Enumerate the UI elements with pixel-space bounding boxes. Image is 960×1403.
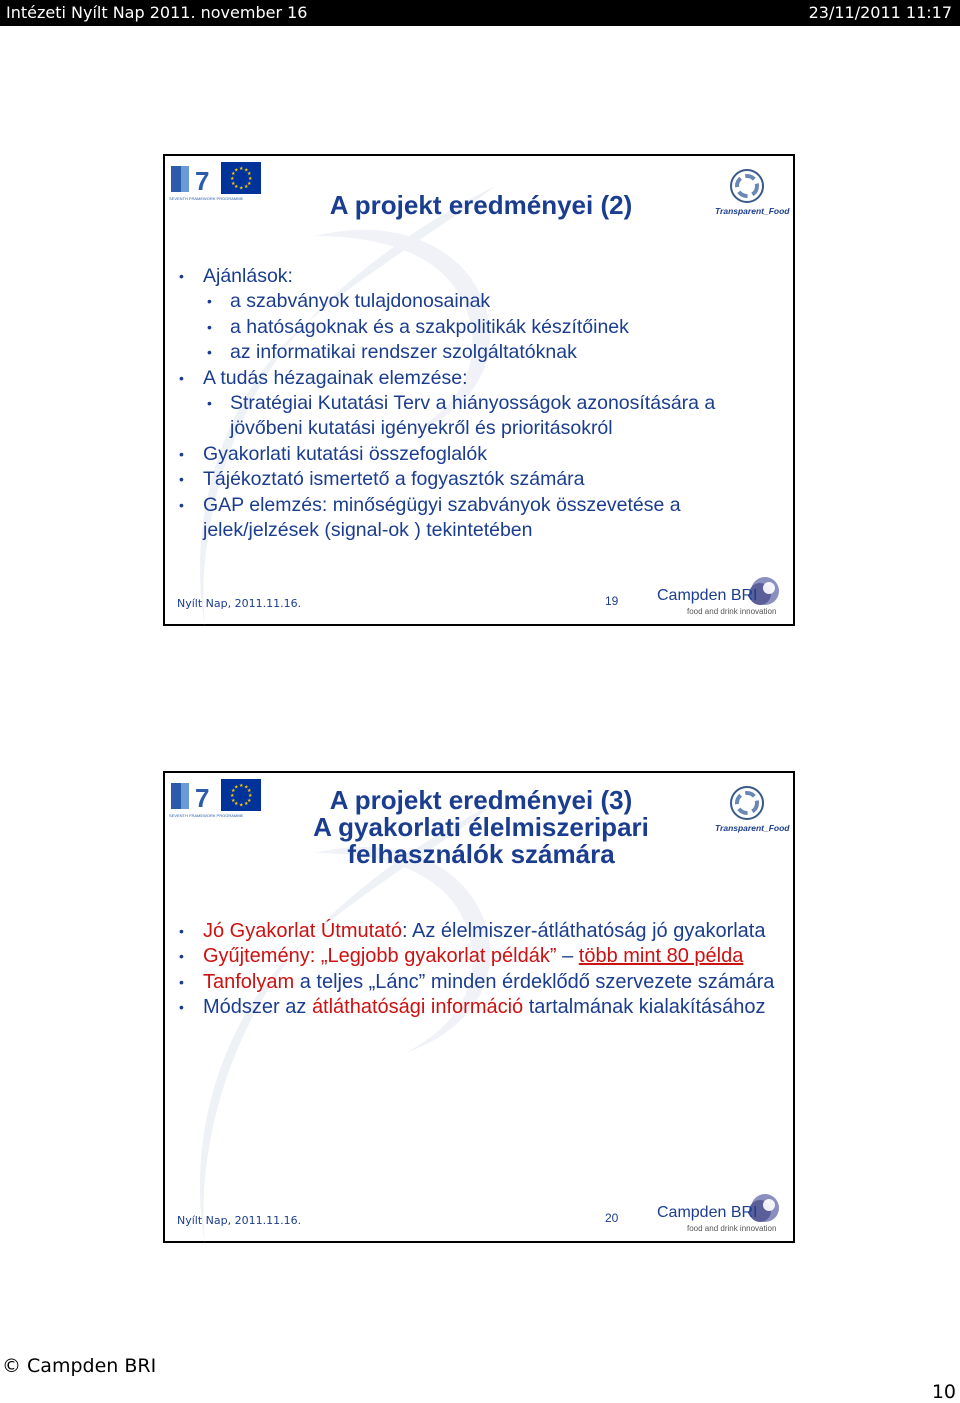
svg-text:SEVENTH FRAMEWORK PROGRAMME: SEVENTH FRAMEWORK PROGRAMME: [169, 813, 244, 818]
svg-text:Transparent_Food: Transparent_Food: [715, 823, 790, 833]
svg-text:★: ★: [234, 784, 239, 791]
campden-bri-logo: [657, 1191, 787, 1237]
slide-title: A gyakorlati élelmiszeripari: [313, 812, 649, 842]
bullet-item: [177, 970, 777, 995]
svg-text:★: ★: [248, 176, 253, 182]
bullet-text: –: [556, 945, 579, 968]
bullet-text: : Az élelmiszer-átláthatóság jó gyakorlata: [401, 920, 766, 942]
eu-flag-logo: [221, 162, 261, 194]
bullet-item: [177, 995, 777, 1020]
bullet-item: • Tájékoztató ismertető a fogyasztók számára: [177, 467, 777, 492]
highlight-text: Tanfolyam: [203, 970, 295, 993]
sub-bullet-item: • a szabványok tulajdonosainak: [177, 289, 777, 314]
slide-title: A projekt eredményei (3): [329, 785, 633, 815]
header-title: Intézeti Nyílt Nap 2011. november 16: [6, 3, 308, 22]
bullet-text: a teljes „Lánc” minden érdeklődő szervezete számára: [294, 970, 775, 993]
bullet-item: • Ajánlások:: [177, 264, 777, 289]
svg-text:★: ★: [234, 167, 239, 174]
header-datetime: 23/11/2011 11:17: [808, 3, 952, 22]
highlight-text: Jó Gyakorlat Útmutató: [203, 920, 402, 942]
svg-text:★: ★: [231, 181, 236, 187]
svg-text:★: ★: [234, 184, 239, 190]
bullet-text: Módszer az: [203, 996, 312, 1019]
bullet-item: • GAP elemzés: minőségügyi szabványok összevetése a jelek/jelzések (signal-ok ) tekintetében: [177, 493, 777, 544]
slide-bullet-list: [177, 264, 777, 543]
page-header: [0, 0, 960, 26]
svg-text:★: ★: [247, 181, 252, 187]
svg-text:★: ★: [239, 802, 244, 809]
svg-text:Campden BRI: Campden BRI: [657, 587, 758, 604]
svg-text:★: ★: [247, 788, 252, 794]
svg-text:7: 7: [195, 166, 210, 196]
svg-text:★: ★: [244, 801, 249, 807]
sub-bullet-item: • a hatóságoknak és a szakpolitikák készítőinek: [177, 315, 777, 340]
svg-text:★: ★: [234, 801, 239, 807]
svg-text:★: ★: [239, 783, 244, 789]
slide-footer-date: Nyílt Nap, 2011.11.16.: [177, 1214, 302, 1227]
slide-footer-date: Nyílt Nap, 2011.11.16.: [177, 597, 302, 610]
sub-bullet-item: • az informatikai rendszer szolgáltatóknak: [177, 340, 777, 365]
slide-title: A projekt eredményei (2): [329, 190, 633, 220]
bullet-item: • A tudás hézagainak elemzése:: [177, 366, 777, 391]
copyright-text: © Campden BRI: [2, 1355, 157, 1377]
svg-text:★: ★: [239, 185, 244, 192]
svg-text:food and drink innovation: food and drink innovation: [687, 607, 777, 616]
highlight-text: átláthatósági információ: [311, 996, 524, 1019]
svg-text:★: ★: [244, 167, 249, 174]
bullet-item: [177, 919, 777, 944]
svg-text:★: ★: [239, 166, 244, 172]
svg-text:★: ★: [248, 793, 253, 799]
svg-text:★: ★: [230, 176, 235, 182]
svg-text:★: ★: [231, 788, 236, 794]
svg-text:Transparent_Food: Transparent_Food: [715, 206, 790, 216]
campden-bri-logo: [657, 574, 787, 620]
highlight-underlined-text: több mint 80 példa: [578, 945, 744, 968]
slide-19: [163, 154, 795, 626]
slide-20: [163, 771, 795, 1243]
bullet-item: • Gyakorlati kutatási összefoglalók: [177, 442, 777, 467]
slide-number: 20: [605, 1211, 619, 1225]
highlight-text: Gyűjtemény: „Legjobb gyakorlat példák”: [203, 945, 557, 968]
svg-text:7: 7: [195, 783, 210, 813]
svg-text:★: ★: [231, 798, 236, 804]
svg-text:★: ★: [247, 171, 252, 177]
slide-number: 19: [605, 594, 619, 608]
sub-bullet-item: • Stratégiai Kutatási Terv a hiányosságok azonosítására a jövőbeni kutatási igényekről és prioritásokról: [177, 391, 777, 442]
bullet-item: [177, 944, 777, 969]
svg-text:SEVENTH FRAMEWORK PROGRAMME: SEVENTH FRAMEWORK PROGRAMME: [169, 196, 244, 201]
svg-text:★: ★: [244, 784, 249, 791]
svg-text:Campden BRI: Campden BRI: [657, 1204, 758, 1221]
svg-text:★: ★: [230, 793, 235, 799]
svg-text:★: ★: [247, 798, 252, 804]
svg-text:★: ★: [231, 171, 236, 177]
svg-text:food and drink innovation: food and drink innovation: [687, 1224, 777, 1233]
slide-bullet-list: [177, 919, 777, 1021]
page-number: 10: [931, 1381, 956, 1403]
slide-title: felhasználók számára: [347, 839, 615, 869]
bullet-text: tartalmának kialakításához: [523, 996, 766, 1019]
svg-text:★: ★: [244, 184, 249, 190]
